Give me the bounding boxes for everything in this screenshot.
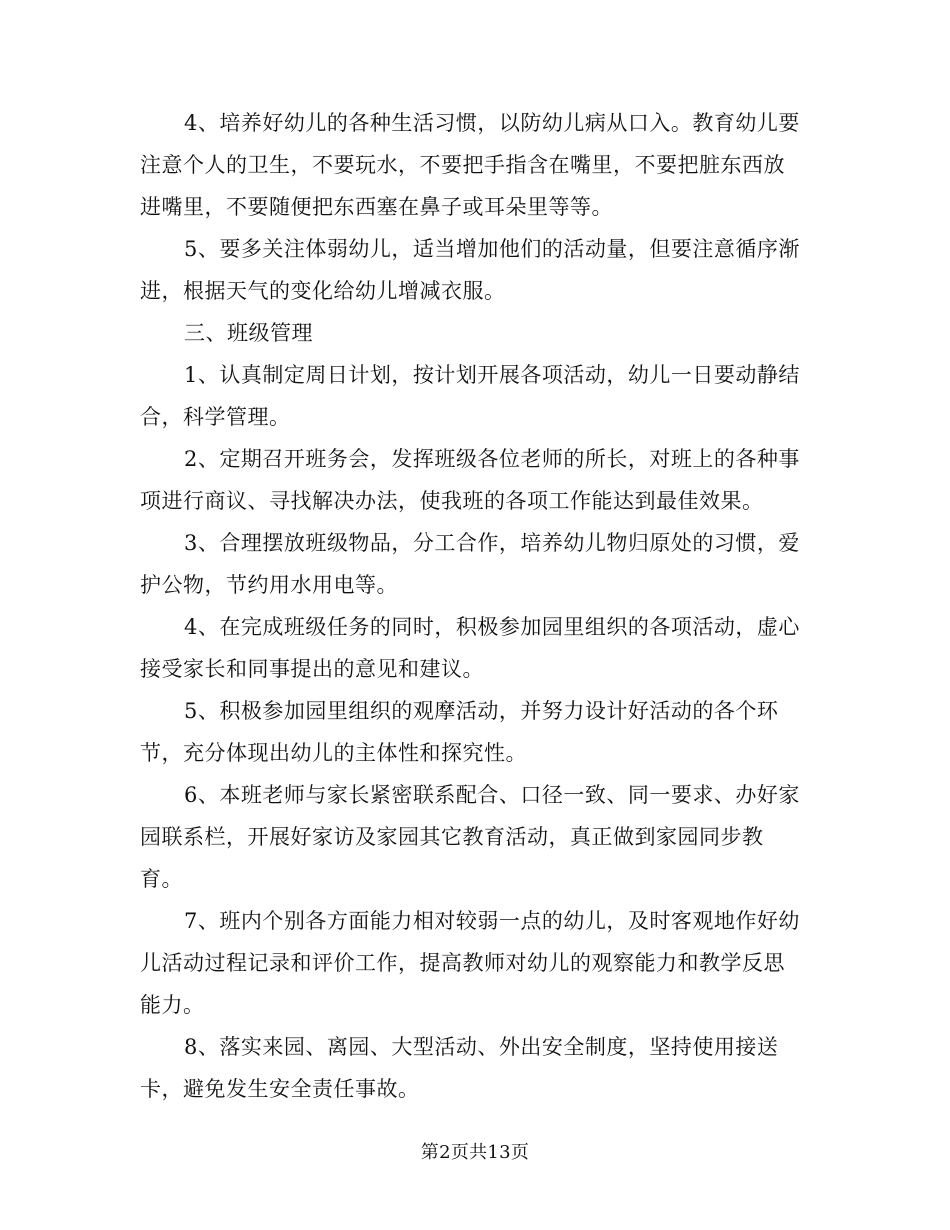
paragraph-hygiene-habits — [140, 102, 810, 228]
text-line: 5、积极参加园里组织的观摩活动，并努力设计好活动的各个环 — [184, 699, 779, 723]
paragraph-safety-system — [140, 1026, 810, 1110]
text-line: 4、培养好幼儿的各种生活习惯，以防幼儿病从口入。教育幼儿要 — [184, 111, 800, 135]
paragraph-class-meeting — [140, 438, 810, 522]
page-number-footer: 第2页共13页 — [420, 1142, 530, 1163]
text-line: 7、班内个别各方面能力相对较弱一点的幼儿，及时客观地作好幼 — [184, 909, 800, 933]
text-line: 育。 — [140, 867, 183, 891]
text-line: 进嘴里，不要随便把东西塞在鼻子或耳朵里等等。 — [140, 195, 613, 219]
paragraph-parent-contact — [140, 774, 810, 900]
text-line: 1、认真制定周日计划，按计划开展各项活动，幼儿一日要动静结 — [184, 363, 800, 387]
text-line: 能力。 — [140, 993, 205, 1017]
text-line: 4、在完成班级任务的同时，积极参加园里组织的各项活动，虚心 — [184, 615, 800, 639]
paragraph-observation-activities — [140, 690, 810, 774]
text-line: 儿活动过程记录和评价工作，提高教师对幼儿的观察能力和教学反思 — [140, 951, 785, 975]
section-heading: 三、班级管理 — [184, 321, 313, 345]
paragraph-individual-records — [140, 900, 810, 1026]
text-line: 接受家长和同事提出的意见和建议。 — [140, 657, 484, 681]
text-line: 进，根据天气的变化给幼儿增减衣服。 — [140, 279, 506, 303]
paragraph-weekly-plan — [140, 354, 810, 438]
text-line: 卡，避免发生安全责任事故。 — [140, 1077, 420, 1101]
text-line: 8、落实来园、离园、大型活动、外出安全制度，坚持使用接送 — [184, 1035, 779, 1059]
text-line: 注意个人的卫生，不要玩水，不要把手指含在嘴里，不要把脏东西放 — [140, 153, 785, 177]
text-line: 节，充分体现出幼儿的主体性和探究性。 — [140, 741, 527, 765]
text-line: 合，科学管理。 — [140, 405, 291, 429]
text-line: 园联系栏，开展好家访及家园其它教育活动，真正做到家园同步教 — [140, 825, 764, 849]
text-line: 5、要多关注体弱幼儿，适当增加他们的活动量，但要注意循序渐 — [184, 237, 800, 261]
text-line: 护公物，节约用水用电等。 — [140, 573, 398, 597]
paragraph-weak-children — [140, 228, 810, 312]
paragraph-school-activities — [140, 606, 810, 690]
text-line: 6、本班老师与家长紧密联系配合、口径一致、同一要求、办好家 — [184, 783, 800, 807]
paragraph-class-items — [140, 522, 810, 606]
document-body — [140, 102, 810, 1110]
text-line: 3、合理摆放班级物品，分工合作，培养幼儿物归原处的习惯，爱 — [184, 531, 800, 555]
text-line: 项进行商议、寻找解决办法，使我班的各项工作能达到最佳效果。 — [140, 489, 764, 513]
text-line: 2、定期召开班务会，发挥班级各位老师的所长，对班上的各种事 — [184, 447, 800, 471]
section-heading-class-management — [140, 312, 810, 354]
